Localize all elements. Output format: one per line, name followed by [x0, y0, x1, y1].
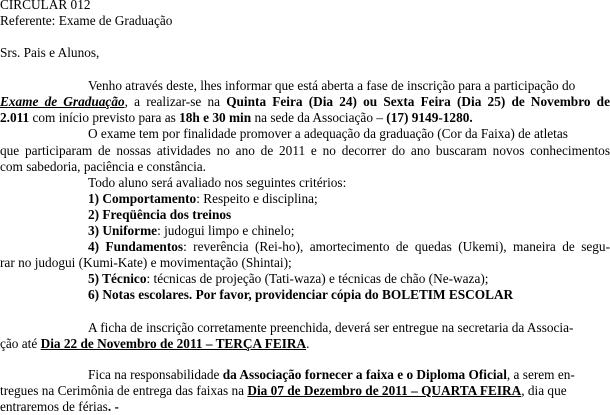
ceremony-date: Dia 07 de Dezembro de 2011 – QUARTA FEIRA: [247, 383, 522, 398]
paragraph-4-line-1: Fica na responsabilidade da Associação fornecer a faixa e o Diploma Oficial, a serem en-: [88, 367, 575, 382]
exam-days: Quinta Feira (Dia 24) ou Sexta Feira (Dia 25) de Novembro de: [226, 94, 610, 109]
criterion-behavior: 1) Comportamento: Respeito e disciplina;: [88, 191, 318, 206]
criterion-school-grades: 6) Notas escolares. Por favor, providenciar cópia do BOLETIM ESCOLAR: [88, 287, 514, 302]
paragraph-3-line-2: ção até Dia 22 de Novembro de 2011 – TERÇA FEIRA.: [0, 336, 310, 351]
paragraph-2-line-1: O exame tem por finalidade promover a adequação da graduação (Cor da Faixa) de atletas: [88, 126, 568, 141]
criterion-attendance: 2) Freqüência dos treinos: [88, 207, 232, 222]
exam-time: 18h e 30 min: [179, 110, 252, 125]
criterion-uniform: 3) Uniforme: judogui limpo e chinelo;: [88, 223, 295, 238]
salutation: Srs. Pais e Alunos,: [0, 45, 100, 60]
criterion-technique: 5) Técnico: técnicas de projeção (Tati-waza) e técnicas de chão (Ne-waza);: [88, 271, 489, 286]
paragraph-2-line-2: que participaram de nossas atividades no ano de 2011 e no decorrer do ano buscaram novos conhecimentos: [0, 143, 610, 158]
association-responsibility: da Associação fornecer a faixa e o Diploma Oficial: [222, 367, 507, 382]
criteria-intro: Todo aluno será avaliado nos seguintes critérios:: [88, 175, 347, 190]
paragraph-1-line-3: 2.011 com início previsto para as 18h e 30 min na sede da Associação – (17) 9149-1280.: [0, 110, 473, 125]
criterion-fundamentals-cont: rar no judogui (Kumi-Kate) e movimentação (Shintai);: [0, 255, 292, 270]
paragraph-4-line-2: tregues na Cerimônia de entrega das faixas na Dia 07 de Dezembro de 2011 – QUARTA FEIRA, dia que: [0, 383, 567, 398]
paragraph-4-line-3: entraremos de férias. -: [0, 399, 119, 414]
exam-year: 2.011: [0, 110, 30, 125]
criterion-fundamentals: 4) Fundamentos: reverência (Rei-ho), amortecimento de quedas (Ukemi), maneira de segu-: [88, 239, 610, 254]
paragraph-2-line-3: com sabedoria, paciência e constância.: [0, 159, 206, 174]
contact-phone: (17) 9149-1280.: [386, 110, 473, 125]
exam-name: Exame de Graduação: [0, 94, 125, 109]
registration-deadline: Dia 22 de Novembro de 2011 – TERÇA FEIRA: [40, 336, 307, 351]
paragraph-3-line-1: A ficha de inscrição corretamente preenchida, deverá ser entregue na secretaria da Associa-: [88, 320, 574, 335]
paragraph-1-line-2: Exame de Graduação, a realizar-se na Quinta Feira (Dia 24) ou Sexta Feira (Dia 25) de Novembro de: [0, 94, 610, 109]
paragraph-1-line-1: Venho através deste, lhes informar que está aberta a fase de inscrição para a participação do: [88, 78, 576, 93]
circular-number: CIRCULAR 012: [0, 0, 91, 12]
circular-subject: Referente: Exame de Graduação: [0, 13, 173, 28]
